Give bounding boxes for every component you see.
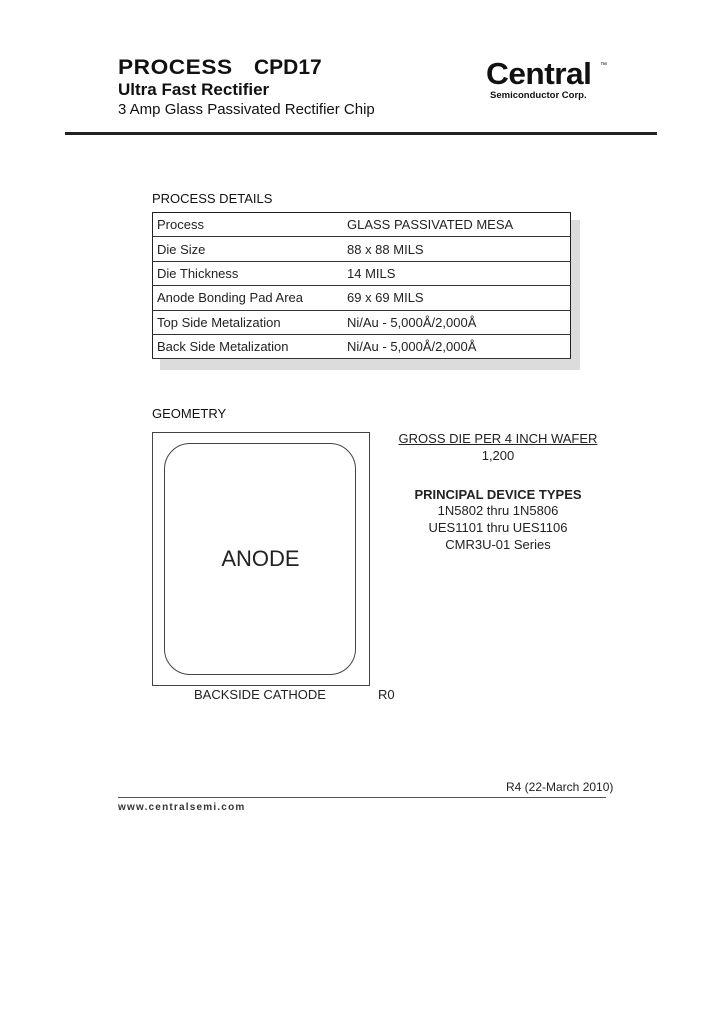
device-type-item: UES1101 thru UES1106 [428, 520, 568, 535]
page-description: 3 Amp Glass Passivated Rectifier Chip [118, 101, 375, 118]
table-row [153, 334, 571, 358]
process-label: PROCESS [118, 56, 233, 79]
table-row [153, 237, 571, 261]
row-label: Top Side Metalization [153, 310, 344, 334]
anode-label: ANODE [221, 546, 300, 571]
process-details-heading: PROCESS DETAILS [152, 191, 273, 206]
backside-cathode-label: BACKSIDE CATHODE [194, 687, 326, 702]
device-type-item: CMR3U-01 Series [445, 537, 551, 552]
logo-trademark: ™ [600, 62, 607, 69]
geometry-revision: R0 [378, 687, 395, 702]
device-type-item: 1N5802 thru 1N5806 [437, 503, 559, 518]
row-value: 88 x 88 MILS [343, 237, 571, 261]
footer-divider [118, 797, 606, 798]
website-link[interactable]: www.centralsemi.com [118, 802, 246, 813]
row-label: Die Thickness [153, 261, 344, 285]
row-label: Anode Bonding Pad Area [153, 286, 344, 310]
table-row [153, 310, 571, 334]
document-revision: R4 (22-March 2010) [506, 780, 614, 794]
logo-wordmark: Central [486, 56, 592, 91]
header-divider [65, 132, 657, 135]
gross-die-value: 1,200 [481, 448, 515, 463]
row-value: 69 x 69 MILS [343, 286, 571, 310]
row-label: Die Size [153, 237, 344, 261]
table-row [153, 261, 571, 285]
device-types-heading: PRINCIPAL DEVICE TYPES [414, 487, 582, 502]
row-label: Back Side Metalization [153, 334, 344, 358]
row-label: Process [153, 213, 344, 237]
geometry-heading: GEOMETRY [152, 406, 227, 421]
company-logo [484, 58, 608, 104]
table-row [153, 213, 571, 237]
process-details-table [152, 212, 571, 359]
page-subtitle: Ultra Fast Rectifier [118, 80, 270, 99]
process-code: CPD17 [254, 56, 322, 79]
logo-tagline: Semiconductor Corp. [490, 90, 587, 101]
table-row [153, 286, 571, 310]
row-value: Ni/Au - 5,000Å/2,000Å [343, 310, 571, 334]
row-value: Ni/Au - 5,000Å/2,000Å [343, 334, 571, 358]
row-value: GLASS PASSIVATED MESA [343, 213, 571, 237]
row-value: 14 MILS [343, 261, 571, 285]
gross-die-heading: GROSS DIE PER 4 INCH WAFER [398, 431, 598, 446]
